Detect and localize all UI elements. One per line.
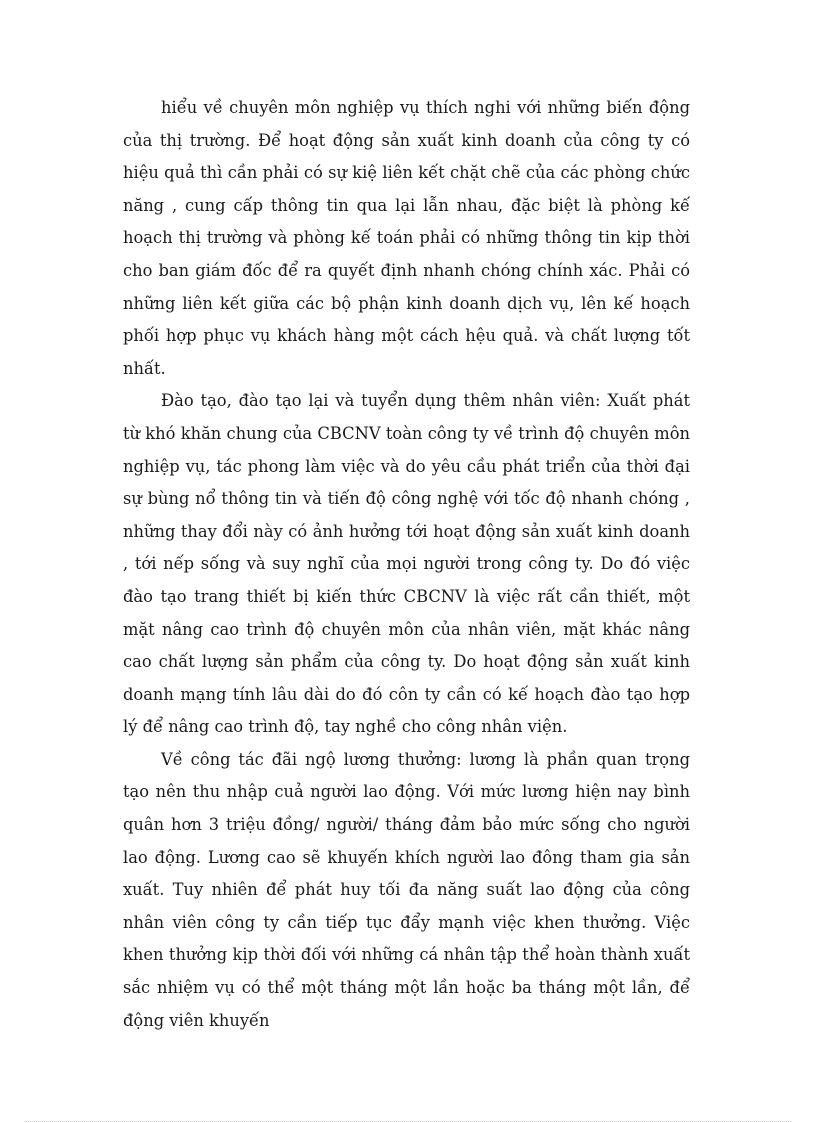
paragraph-2: Đào tạo, đào tạo lại và tuyển dụng thêm nhân viên: Xuất phát từ khó khăn chung của CBCNV toàn công ty về trình độ chuyên môn nghiệp vụ, tác phong làm việc và do yêu cầu phát triển của thời đại sự bùng nổ thông tin và tiến độ công nghệ với tốc độ nhanh chóng , những thay đổi này có ảnh hưởng tới hoạt động sản xuất kinh doanh , tới nếp sống và suy nghĩ của mọi người trong công ty. Do đó việc đào tạo trang thiết bị kiến thức CBCNV là việc rất cần thiết, một mặt nâng cao trình độ chuyên môn của nhân viên, mặt khác nâng cao chất lượng sản phẩm của công ty. Do hoạt động sản xuất kinh doanh mạng tính lâu dài do đó côn ty cần có kế hoạch đào tạo hợp lý để nâng cao trình độ, tay nghề cho công nhân viện. bbox=[123, 391, 690, 737]
paragraph-3: Về công tác đãi ngộ lương thưởng: lương là phần quan trọng tạo nên thu nhập cuả người lao động. Với mức lương hiện nay bình quân hơn 3 triệu đồng/ người/ tháng đảm bảo mức sống cho người lao động. Lương cao sẽ khuyến khích người lao đông tham gia sản xuất. Tuy nhiên để phát huy tối đa năng suất lao động của công nhân viên công ty cần tiếp tục đẩy mạnh việc khen thưởng. Việc khen thưởng kịp thời đối với những cá nhân tập thể hoàn thành xuất sắc nhiệm vụ có thể một tháng một lần hoặc ba tháng một lần, để động viên khuyến bbox=[123, 749, 690, 1030]
page-bottom-divider bbox=[25, 1121, 791, 1122]
paragraph-1: hiểu về chuyên môn nghiệp vụ thích nghi với những biến động của thị trường. Để hoạt động sản xuất kinh doanh của công ty có hiệu quả thì cần phải có sự kiệ liên kết chặt chẽ của các phòng chức năng , cung cấp thông tin qua lại lẫn nhau, đặc biệt là phòng kế hoạch thị trường và phòng kế toán phải có những thông tin kịp thời cho ban giám đốc để ra quyết định nhanh chóng chính xác. Phải có những liên kết giữa các bộ phận kinh doanh dịch vụ, lên kế hoạch phối hợp phục vụ khách hàng một cách hệu quả. và chất lượng tốt nhất. bbox=[123, 98, 690, 378]
document-body bbox=[123, 92, 690, 1037]
